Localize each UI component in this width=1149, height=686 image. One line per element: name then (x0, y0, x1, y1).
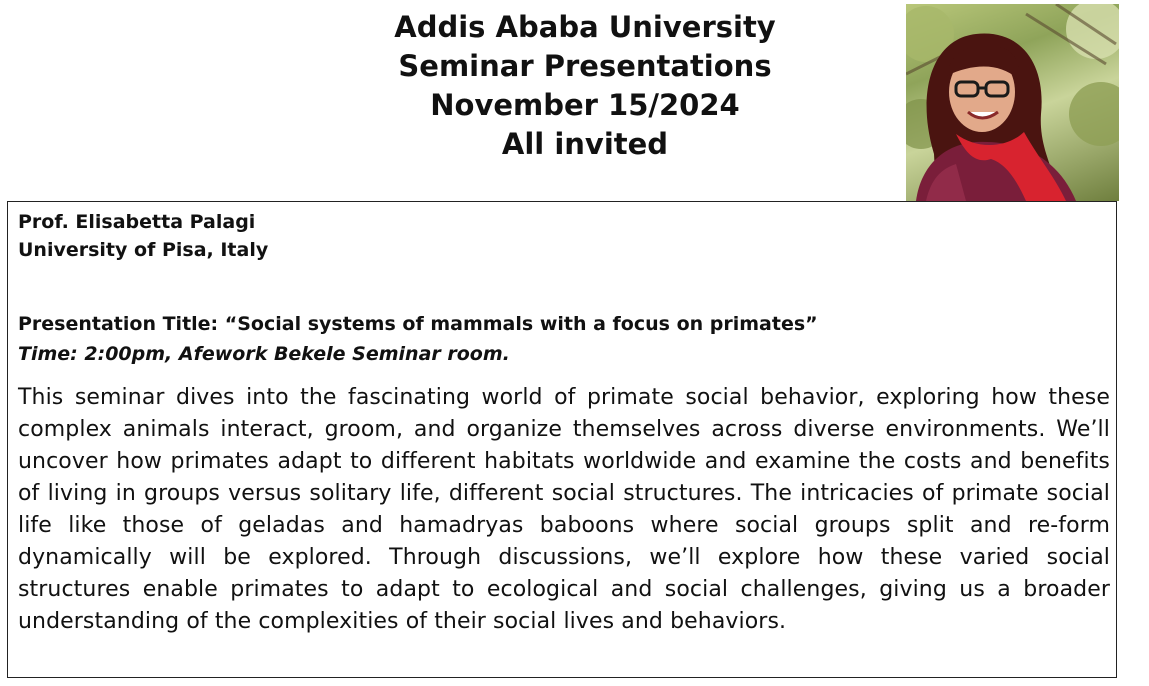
seminar-details-box (7, 201, 1117, 678)
seminar-header (300, 8, 870, 164)
speaker-name: Prof. Elisabetta Palagi (18, 211, 256, 233)
event-date: November 15/2024 (430, 88, 740, 122)
university-name: Addis Ababa University (394, 10, 776, 44)
speaker-affiliation: University of Pisa, Italy (18, 239, 269, 261)
invitation-note: All invited (501, 127, 669, 161)
presentation-time: Time: 2:00pm, Afework Bekele Seminar room. (18, 343, 510, 365)
event-name: Seminar Presentations (398, 49, 772, 83)
speaker-photo (906, 4, 1119, 201)
seminar-description: This seminar dives into the fascinating world of primate social behavior, exploring how these complex animals interact, groom, and organize themselves across diverse environments. We’ll uncover how primates adapt to different habitats worldwide and examine the costs and benefits of living in groups versus solitary life, different social structures. The intricacies of primate social life like those of geladas and hamadryas baboons where social groups split and re-form dynamically will be explored. Through discussions, we’ll explore how these varied social structures enable primates to adapt to ecological and social challenges, giving us a broader understanding of the complexities of their social lives and behaviors. (18, 385, 1110, 634)
presentation-title: Presentation Title: “Social systems of mammals with a focus on primates” (18, 313, 818, 335)
speaker-portrait-image (906, 4, 1119, 201)
